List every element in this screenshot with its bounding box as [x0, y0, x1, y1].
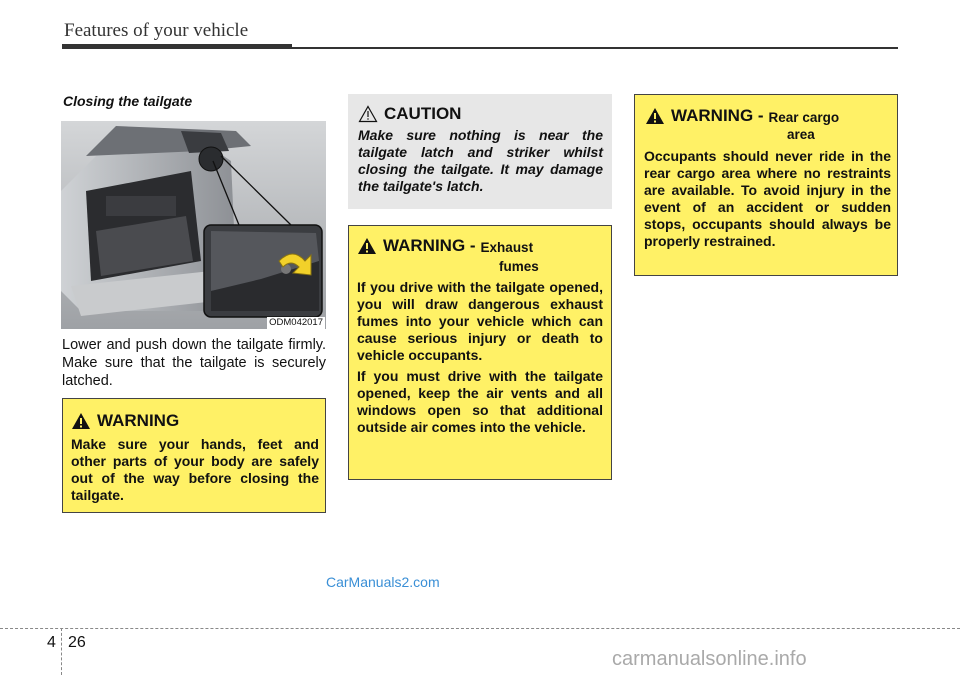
cargo-subtitle-1: Rear cargo: [768, 110, 840, 125]
exhaust-subtitle-1: Exhaust: [480, 240, 534, 255]
footer-divider: [61, 628, 62, 675]
header-rule-thick: [62, 44, 292, 49]
caution-title-row: [358, 105, 461, 123]
section-body: Lower and push down the tailgate firmly. Make sure that the tailgate is securely latched.: [62, 337, 326, 389]
warning-text: Make sure your hands, feet and other parts of your body are safely out of the way before closing the tailgate.: [71, 436, 319, 503]
caution-title: CAUTION: [384, 104, 462, 123]
warning-box-hands: [62, 398, 326, 513]
warning-title: WARNING: [97, 411, 180, 430]
warning-triangle-icon: [71, 412, 91, 430]
page-header-title: Features of your vehicle: [64, 20, 249, 41]
exhaust-text: [357, 279, 603, 436]
watermark-carmanualsonline: carmanualsonline.info: [612, 648, 807, 670]
caution-triangle-icon: [358, 105, 378, 123]
photo-code: ODM042017: [269, 317, 323, 328]
cargo-text: Occupants should never ride in the rear cargo area where no restraints are available. To avoid injury in the event of an accident or sudden stops, occupants should always be properly restrained.: [644, 148, 891, 249]
exhaust-title-row: [357, 237, 533, 255]
warning-box-cargo: [634, 94, 898, 276]
section-heading: Closing the tailgate: [63, 93, 193, 109]
caution-text: Make sure nothing is near the tailgate latch and striker whilst closing the tailgate. It may damage the tailgate's latch.: [358, 127, 603, 194]
exhaust-subtitle-2: fumes: [499, 259, 539, 274]
caution-box: [348, 94, 612, 209]
tailgate-illustration: [61, 121, 326, 329]
cargo-title: WARNING -: [671, 106, 764, 125]
page-number: 26: [68, 634, 86, 651]
header-rule-thin: [292, 47, 898, 49]
exhaust-para-1: If you drive with the tailgate opened, you will draw dangerous exhaust fumes into your vehicle which can cause serious injury or death to vehicle occupants.: [357, 279, 603, 363]
warning-triangle-icon: [645, 107, 665, 125]
warning-title-row: [71, 412, 179, 430]
cargo-subtitle-2: area: [787, 127, 815, 142]
tailgate-photo: [61, 121, 326, 329]
cargo-title-row: [645, 107, 839, 125]
exhaust-para-2: If you must drive with the tailgate opened, keep the air vents and all windows open so that additional outside air comes into the vehicle.: [357, 368, 603, 435]
footer-rule: [0, 628, 960, 629]
watermark-carmanuals2: CarManuals2.com: [326, 574, 440, 590]
warning-triangle-icon: [357, 237, 377, 255]
warning-box-exhaust: [348, 225, 612, 480]
page-chapter: 4: [47, 634, 56, 651]
exhaust-title: WARNING -: [383, 236, 476, 255]
